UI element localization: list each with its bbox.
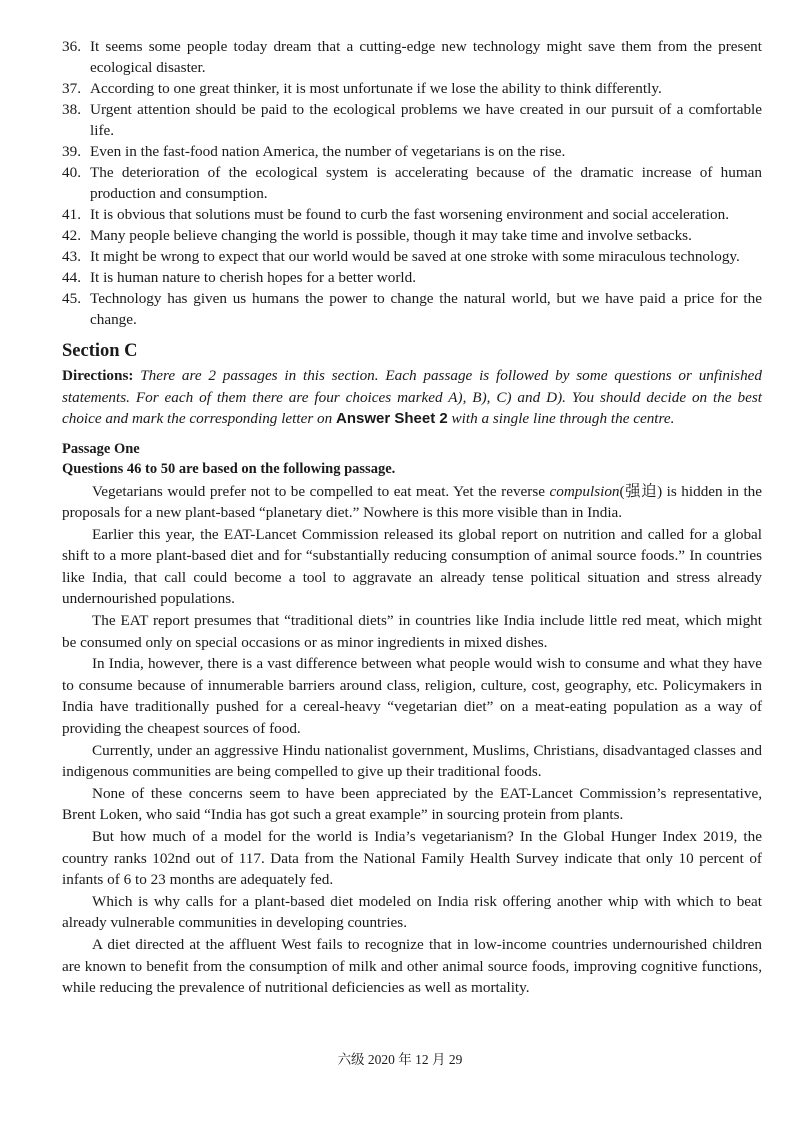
directions — [62, 365, 762, 430]
directions-tail: with a single line through the centre. — [447, 410, 675, 427]
statement-item — [62, 246, 762, 267]
statement-number: 44. — [62, 269, 81, 286]
passage-paragraph: Currently, under an aggressive Hindu nationalist government, Muslims, Christians, disadvantaged classes and indigenous communities are being compelled to give up their traditional foods. — [62, 741, 762, 781]
exam-page — [62, 36, 762, 999]
statement-text: The deterioration of the ecological system is accelerating because of the dramatic increase of human production and consumption. — [90, 164, 762, 202]
section-title: Section C — [62, 341, 138, 361]
statement-item — [62, 141, 762, 162]
statement-number: 38. — [62, 101, 81, 118]
statement-number: 41. — [62, 206, 81, 223]
directions-body: There are 2 passages in this section. Each passage is followed by some questions or unfinished statements. For each of them there are four choices marked A), B), C) and D). You should decide on the best choice and mark the corresponding letter on — [62, 367, 762, 427]
passage-paragraph: Earlier this year, the EAT-Lancet Commission released its global report on nutrition and called for a global shift to a more plant-based diet and for “substantially reducing consumption of animal source foods.” In countries like India, that call could become a tool to aggravate an already tense political situation and stress already undernourished populations. — [62, 525, 762, 608]
statement-item — [62, 78, 762, 99]
passage-subtitle: Questions 46 to 50 are based on the following passage. — [62, 460, 396, 477]
passage-paragraph: But how much of a model for the world is India’s vegetarianism? In the Global Hunger Index 2019, the country ranks 102nd out of 117. Data from the National Family Health Survey indicate that only 10 percent of infants of 6 to 23 months are adequately fed. — [62, 828, 762, 889]
statement-text: Even in the fast-food nation America, the number of vegetarians is on the rise. — [90, 143, 566, 160]
statement-text: It is human nature to cherish hopes for a better world. — [90, 269, 417, 286]
passage-paragraph: In India, however, there is a vast difference between what people would wish to consume and what they have to consume because of innumerable barriers around class, religion, culture, cost, geography, etc. Policymakers in India have traditionally pushed for a cereal-heavy “vegetarian diet” on a meat-eating population as a way of providing the cheapest sources of food. — [62, 655, 762, 738]
page-footer: 六级 2020 年 12 月 29 — [337, 1052, 463, 1067]
passage-paragraph: The EAT report presumes that “traditional diets” in countries like India include little red meat, which might be consumed only on special occasions or as minor ingredients in mixed dishes. — [62, 612, 762, 651]
statement-item — [62, 225, 762, 246]
statement-text: Urgent attention should be paid to the ecological problems we have created in our pursuit of a comfortable life. — [90, 101, 762, 139]
statement-number: 43. — [62, 248, 81, 265]
statement-number: 40. — [62, 164, 81, 181]
passage-paragraph: Which is why calls for a plant-based diet modeled on India risk offering another whip with which to beat already vulnerable communities in developing countries. — [62, 892, 762, 932]
paragraph-part: Vegetarians would prefer not to be compelled to eat meat. Yet the reverse — [92, 482, 550, 500]
statement-item — [62, 36, 762, 78]
statement-text: Technology has given us humans the power to change the natural world, but we have paid a price for the change. — [90, 290, 762, 328]
passage-body — [62, 524, 762, 999]
passage-title: Passage One — [62, 440, 140, 457]
passage-paragraph: A diet directed at the affluent West fails to recognize that in low-income countries undernourished children are known to benefit from the consumption of milk and other animal source foods, improving cognitive functions, while reducing the prevalence of nutritional deficiencies as well as mortality. — [62, 935, 762, 997]
statement-number: 36. — [62, 38, 81, 55]
statement-item — [62, 162, 762, 204]
statement-text: It might be wrong to expect that our world would be saved at one stroke with some miraculous technology. — [90, 248, 740, 265]
statement-number: 45. — [62, 290, 81, 307]
statement-item — [62, 267, 762, 288]
statement-text: It is obvious that solutions must be found to curb the fast worsening environment and social acceleration. — [90, 206, 730, 223]
statement-item — [62, 204, 762, 225]
passage-paragraph — [62, 481, 762, 524]
statement-text: Many people believe changing the world is possible, though it may take time and involve setbacks. — [90, 227, 692, 244]
paragraph-part: is hidden in the proposals for a new plant-based “planetary diet.” Nowhere is this more visible than in India. — [62, 482, 763, 522]
term-gloss: (强迫) — [619, 482, 663, 500]
statement-number: 39. — [62, 143, 81, 160]
passage-paragraph: None of these concerns seem to have been appreciated by the EAT-Lancet Commission’s representative, Brent Loken, who said “India has got such a great example” in sourcing protein from plants. — [62, 784, 762, 824]
statement-item — [62, 99, 762, 141]
glossed-term: compulsion — [549, 482, 620, 500]
directions-lead: Directions: — [62, 367, 134, 384]
answer-sheet-label: Answer Sheet 2 — [336, 410, 448, 427]
statement-item — [62, 288, 762, 330]
statement-number: 37. — [62, 80, 81, 97]
statement-text: It seems some people today dream that a cutting-edge new technology might save them from the present ecological disaster. — [90, 38, 762, 76]
statement-text: According to one great thinker, it is most unfortunate if we lose the ability to think differently. — [90, 80, 662, 97]
statement-list — [62, 36, 762, 330]
statement-number: 42. — [62, 227, 81, 244]
